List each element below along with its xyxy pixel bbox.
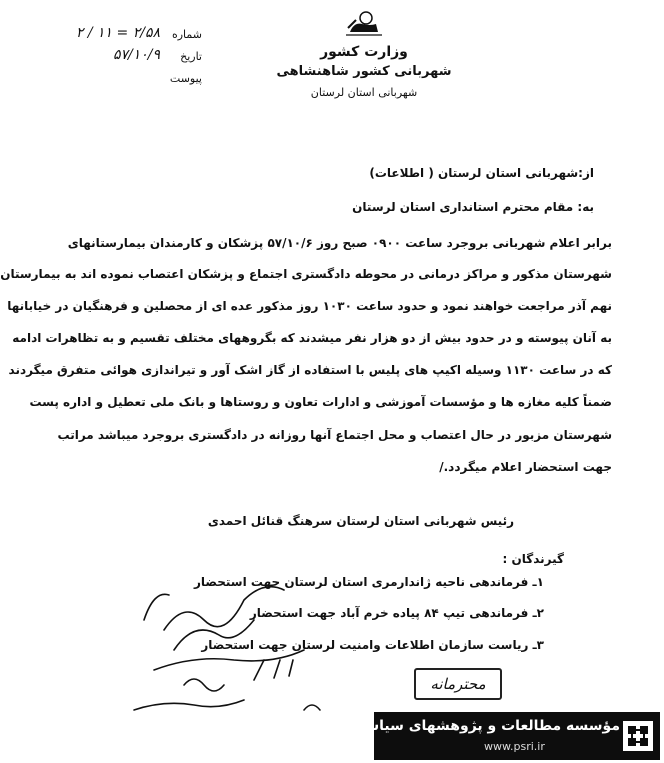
body-line: برابر اعلام شهربانی بروجرد ساعت ۰۹۰۰ صبح روز ۵۷/۱۰/۶ پزشکان و کارمندان بیمارستانهای [67,236,612,250]
institute-logo-icon [622,720,654,752]
body-line: به آنان پیوسته و در حدود بیش از دو هزار نفر میشدند که بگروههای مختلف تقسیم و به تظاهرات ادامه [12,331,612,345]
confidential-stamp: محترمانه [414,668,502,700]
body-line: جهت استحضار اعلام میگردد./ [439,460,612,474]
lion-and-sun-emblem-icon [344,8,384,38]
recipient-item: ۲ـ فرماندهی تیپ ۸۴ پیاده خرم آباد جهت استحضار [249,606,544,620]
institute-url: www.psri.ir [484,740,545,753]
body-line: شهرستان مذکور و مراکز درمانی در محوطه دادگستری اجتماع و پزشکان اعتصاب نموده اند به بیمارستان [0,267,612,281]
body-line: ضمناً کلیه مغازه ها و مؤسسات آموزشی و ادارات تعاون و روستاها و بانک ملی تعطیل و اداره پست [29,395,612,409]
to-line: به: مقام محترم استانداری استان لرستان [352,200,594,214]
ministry-title: وزارت کشور [320,44,408,60]
number-value: ۲/۵۸ = ۱۱ / ۲ [75,25,160,41]
province-title: شهربانی استان لرستان [310,86,418,99]
institute-footer [351,712,660,760]
police-title: شهربانی کشور شاهنشاهی [276,64,452,79]
recipients-title: گیرندگان : [502,552,564,566]
body-line: که در ساعت ۱۱۳۰ وسیله اکیپ های پلیس با استفاده از گاز اشک آور و تیراندازی هوائی متفرق میگردند [8,363,612,377]
recipient-item: ۳ـ ریاست سازمان اطلاعات وامنیت لرستان جهت استحضار [201,638,544,652]
body-line: نهم آذر مراجعت خواهند نمود و حدود ساعت ۱۰۳۰ روز مذکور عده ای از محصلین و فرهنگیان در خیابانها [7,299,612,313]
signature-line: رئیس شهربانی استان لرستان سرهنگ قنائل احمدی [207,514,514,528]
date-value: ۵۷/۱۰/۹ [112,47,160,63]
handwritten-notes-drawing [124,560,344,740]
institute-name: مؤسسه مطالعات و پژوهشهای سیاسی [351,718,620,734]
body-line: شهرستان مزبور در حال اعتصاب و محل اجتماع آنها روزانه در دادگستری بروجرد میباشد مراتب [57,428,612,442]
attachment-label: پیوست [169,72,202,85]
number-label: شماره [171,28,202,41]
recipient-item: ۱ـ فرماندهی ناحیه ژاندارمری استان لرستان جهت استحضار [194,575,544,589]
from-line: از:شهربانی استان لرستان ( اطلاعات) [369,166,594,180]
date-label: تاریخ [180,50,202,63]
